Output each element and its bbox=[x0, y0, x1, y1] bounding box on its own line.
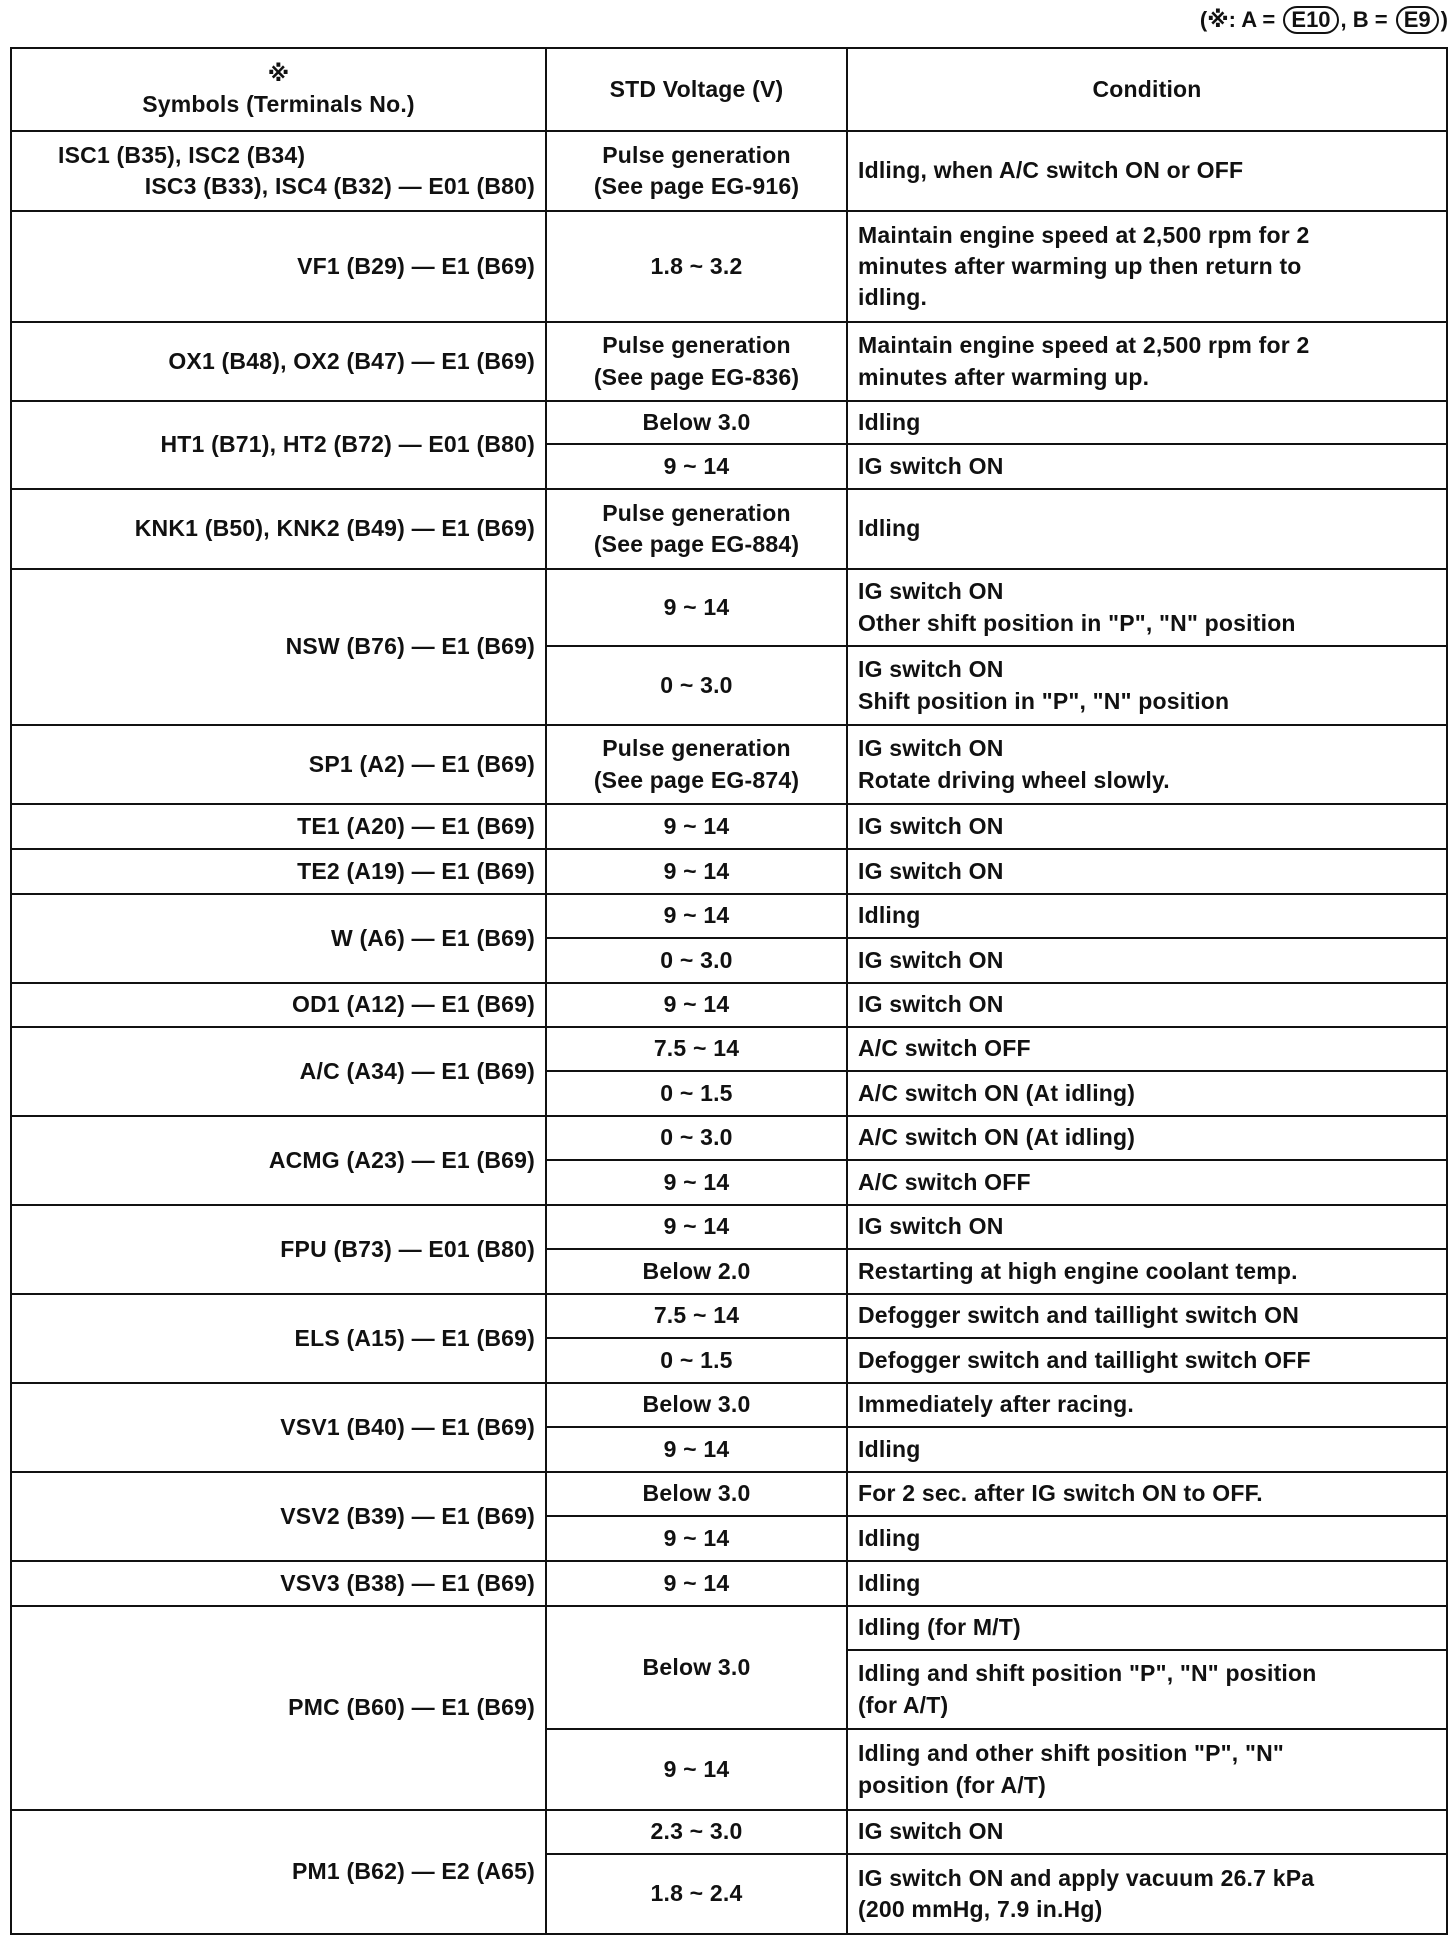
terminal-symbol-cell: VF1 (B29) — E1 (B69) bbox=[11, 211, 546, 322]
condition-cell: Maintain engine speed at 2,500 rpm for 2 minutes after warming up then return to idling. bbox=[847, 211, 1447, 322]
terminal-symbol-cell: OX1 (B48), OX2 (B47) — E1 (B69) bbox=[11, 322, 546, 401]
condition-cell: IG switch ON bbox=[847, 444, 1447, 489]
terminal-symbol-cell: ISC1 (B35), ISC2 (B34) ISC3 (B33), ISC4 (B32) — E01 (B80) bbox=[11, 131, 546, 211]
voltage-cell: 0 ~ 3.0 bbox=[546, 938, 847, 983]
voltage-cell: Below 3.0 bbox=[546, 401, 847, 444]
condition-cell: Restarting at high engine coolant temp. bbox=[847, 1249, 1447, 1294]
condition-cell: For 2 sec. after IG switch ON to OFF. bbox=[847, 1472, 1447, 1516]
condition-cell: IG switch ON bbox=[847, 804, 1447, 849]
terminal-symbol-cell: ACMG (A23) — E1 (B69) bbox=[11, 1116, 546, 1205]
condition-cell: A/C switch OFF bbox=[847, 1027, 1447, 1071]
terminal-symbol-cell: VSV3 (B38) — E1 (B69) bbox=[11, 1561, 546, 1606]
condition-cell: Idling and other shift position "P", "N" position (for A/T) bbox=[847, 1729, 1447, 1810]
table-row bbox=[11, 401, 1447, 444]
condition-cell: Idling bbox=[847, 1427, 1447, 1472]
voltage-cell: 9 ~ 14 bbox=[546, 569, 847, 646]
table-row bbox=[11, 1027, 1447, 1071]
header-symbols: ※ Symbols (Terminals No.) bbox=[11, 48, 546, 131]
voltage-cell: 9 ~ 14 bbox=[546, 1561, 847, 1606]
condition-cell: Idling bbox=[847, 489, 1447, 569]
condition-cell: Defogger switch and taillight switch OFF bbox=[847, 1338, 1447, 1383]
terminal-symbol-cell: NSW (B76) — E1 (B69) bbox=[11, 569, 546, 725]
ecm-terminal-voltage-table bbox=[10, 47, 1448, 1935]
condition-cell: IG switch ON Rotate driving wheel slowly. bbox=[847, 725, 1447, 804]
condition-cell: IG switch ON bbox=[847, 1810, 1447, 1854]
table-row bbox=[11, 894, 1447, 938]
voltage-cell: 9 ~ 14 bbox=[546, 894, 847, 938]
condition-cell: Idling bbox=[847, 894, 1447, 938]
table-row bbox=[11, 1472, 1447, 1516]
condition-cell: Idling bbox=[847, 1561, 1447, 1606]
terminal-symbol-cell: A/C (A34) — E1 (B69) bbox=[11, 1027, 546, 1116]
condition-cell: Immediately after racing. bbox=[847, 1383, 1447, 1427]
voltage-cell: Pulse generation (See page EG-836) bbox=[546, 322, 847, 401]
terminal-symbol-cell: VSV1 (B40) — E1 (B69) bbox=[11, 1383, 546, 1472]
table-row bbox=[11, 1205, 1447, 1249]
table-row bbox=[11, 489, 1447, 569]
voltage-cell: Below 3.0 bbox=[546, 1472, 847, 1516]
terminal-symbol-cell: SP1 (A2) — E1 (B69) bbox=[11, 725, 546, 804]
condition-cell: Maintain engine speed at 2,500 rpm for 2 minutes after warming up. bbox=[847, 322, 1447, 401]
voltage-cell: 9 ~ 14 bbox=[546, 1729, 847, 1810]
voltage-cell: 0 ~ 3.0 bbox=[546, 646, 847, 725]
condition-cell: Idling (for M/T) bbox=[847, 1606, 1447, 1650]
voltage-cell: Below 3.0 bbox=[546, 1606, 847, 1729]
terminal-symbol-cell: W (A6) — E1 (B69) bbox=[11, 894, 546, 983]
voltage-cell: 9 ~ 14 bbox=[546, 983, 847, 1027]
condition-cell: IG switch ON bbox=[847, 849, 1447, 894]
table-row bbox=[11, 1810, 1447, 1854]
table-row bbox=[11, 322, 1447, 401]
condition-cell: A/C switch OFF bbox=[847, 1160, 1447, 1205]
legend-separator: , B = bbox=[1340, 7, 1388, 32]
terminal-symbol-cell: KNK1 (B50), KNK2 (B49) — E1 (B69) bbox=[11, 489, 546, 569]
connector-b-badge: E9 bbox=[1396, 6, 1439, 34]
header-condition: Condition bbox=[847, 48, 1447, 131]
voltage-cell: 9 ~ 14 bbox=[546, 804, 847, 849]
table-row bbox=[11, 983, 1447, 1027]
condition-cell: IG switch ON Shift position in "P", "N" position bbox=[847, 646, 1447, 725]
table-row bbox=[11, 804, 1447, 849]
table-row bbox=[11, 1606, 1447, 1650]
condition-cell: IG switch ON bbox=[847, 983, 1447, 1027]
table-row bbox=[11, 211, 1447, 322]
voltage-cell: Pulse generation (See page EG-874) bbox=[546, 725, 847, 804]
voltage-cell: 1.8 ~ 3.2 bbox=[546, 211, 847, 322]
voltage-cell: Pulse generation (See page EG-916) bbox=[546, 131, 847, 211]
voltage-cell: 7.5 ~ 14 bbox=[546, 1294, 847, 1338]
condition-cell: IG switch ON and apply vacuum 26.7 kPa (200 mmHg, 7.9 in.Hg) bbox=[847, 1854, 1447, 1934]
reference-mark: ※ bbox=[267, 61, 290, 87]
terminal-symbol-cell: PM1 (B62) — E2 (A65) bbox=[11, 1810, 546, 1934]
header-std-voltage: STD Voltage (V) bbox=[546, 48, 847, 131]
terminal-symbol-cell: PMC (B60) — E1 (B69) bbox=[11, 1606, 546, 1810]
table-row bbox=[11, 131, 1447, 211]
terminal-symbol-cell: FPU (B73) — E01 (B80) bbox=[11, 1205, 546, 1294]
terminal-symbol-cell: TE1 (A20) — E1 (B69) bbox=[11, 804, 546, 849]
table-row bbox=[11, 725, 1447, 804]
condition-cell: A/C switch ON (At idling) bbox=[847, 1116, 1447, 1160]
voltage-cell: Pulse generation (See page EG-884) bbox=[546, 489, 847, 569]
terminal-symbol-cell: TE2 (A19) — E1 (B69) bbox=[11, 849, 546, 894]
connector-legend bbox=[1200, 6, 1448, 34]
voltage-cell: Below 3.0 bbox=[546, 1383, 847, 1427]
legend-prefix: (※: A = bbox=[1199, 7, 1276, 32]
condition-cell: IG switch ON Other shift position in "P", "N" position bbox=[847, 569, 1447, 646]
terminal-symbol-cell: ELS (A15) — E1 (B69) bbox=[11, 1294, 546, 1383]
condition-cell: Idling, when A/C switch ON or OFF bbox=[847, 131, 1447, 211]
table-row bbox=[11, 849, 1447, 894]
voltage-cell: 1.8 ~ 2.4 bbox=[546, 1854, 847, 1934]
legend-suffix: ) bbox=[1440, 7, 1448, 32]
table-row bbox=[11, 1116, 1447, 1160]
terminal-symbol-cell: VSV2 (B39) — E1 (B69) bbox=[11, 1472, 546, 1561]
voltage-cell: 2.3 ~ 3.0 bbox=[546, 1810, 847, 1854]
voltage-cell: Below 2.0 bbox=[546, 1249, 847, 1294]
table-row bbox=[11, 569, 1447, 646]
voltage-cell: 9 ~ 14 bbox=[546, 444, 847, 489]
condition-cell: IG switch ON bbox=[847, 938, 1447, 983]
table-row bbox=[11, 1383, 1447, 1427]
voltage-cell: 9 ~ 14 bbox=[546, 1205, 847, 1249]
voltage-cell: 9 ~ 14 bbox=[546, 849, 847, 894]
voltage-cell: 0 ~ 1.5 bbox=[546, 1071, 847, 1116]
condition-cell: Idling and shift position "P", "N" position (for A/T) bbox=[847, 1650, 1447, 1729]
voltage-cell: 7.5 ~ 14 bbox=[546, 1027, 847, 1071]
condition-cell: IG switch ON bbox=[847, 1205, 1447, 1249]
terminal-symbol-cell: OD1 (A12) — E1 (B69) bbox=[11, 983, 546, 1027]
voltage-cell: 9 ~ 14 bbox=[546, 1160, 847, 1205]
condition-cell: Idling bbox=[847, 1516, 1447, 1561]
voltage-cell: 9 ~ 14 bbox=[546, 1427, 847, 1472]
voltage-cell: 0 ~ 3.0 bbox=[546, 1116, 847, 1160]
voltage-cell: 0 ~ 1.5 bbox=[546, 1338, 847, 1383]
condition-cell: Idling bbox=[847, 401, 1447, 444]
condition-cell: A/C switch ON (At idling) bbox=[847, 1071, 1447, 1116]
table-row bbox=[11, 1294, 1447, 1338]
terminal-symbol-cell: HT1 (B71), HT2 (B72) — E01 (B80) bbox=[11, 401, 546, 489]
connector-a-badge: E10 bbox=[1283, 6, 1338, 34]
condition-cell: Defogger switch and taillight switch ON bbox=[847, 1294, 1447, 1338]
voltage-cell: 9 ~ 14 bbox=[546, 1516, 847, 1561]
table-row bbox=[11, 1561, 1447, 1606]
table-header-row bbox=[11, 48, 1447, 131]
